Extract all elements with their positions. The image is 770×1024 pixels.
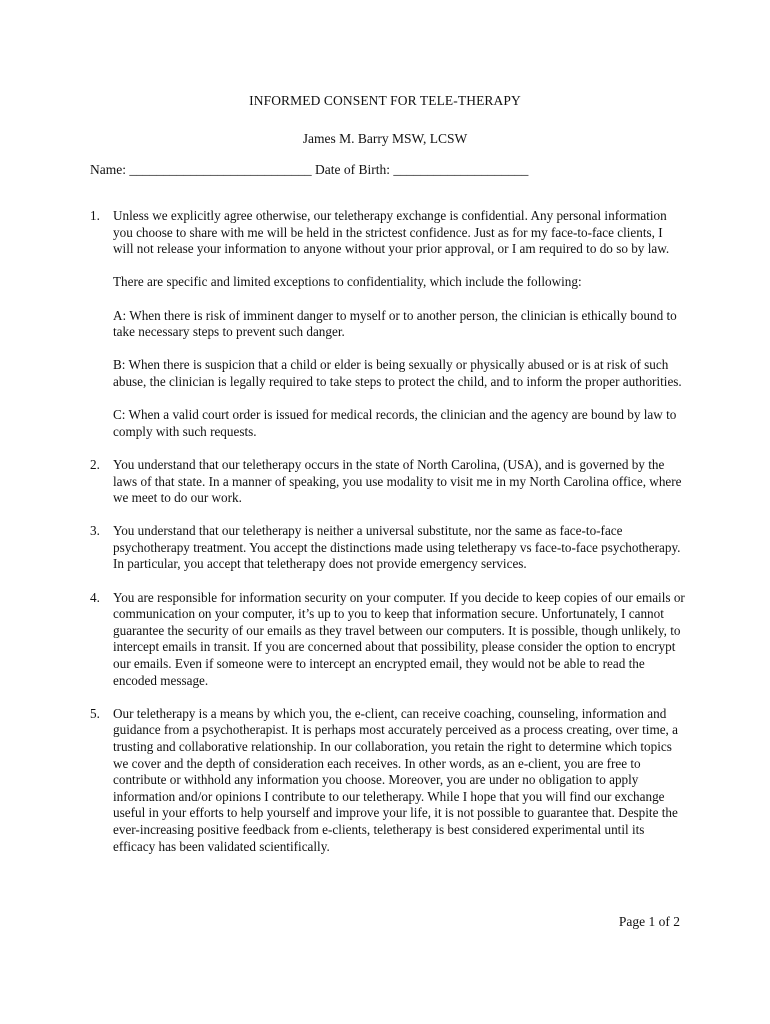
item-number: 1. (90, 208, 100, 223)
item-paragraph: B: When there is suspicion that a child or elder is being sexually or physically abused or is at risk of such abuse, the clinician is legally required to take steps to protect the child, and to inform the proper authorities. (113, 357, 682, 389)
item-paragraph: You understand that our teletherapy is neither a universal substitute, nor the same as face-to-face psychotherapy treatment. You accept the distinctions made using teletherapy vs face-to-face psychotherapy. In particular, you accept that teletherapy does not provide emergency services. (113, 523, 681, 572)
item-paragraph: A: When there is risk of imminent danger to myself or to another person, the clinician is ethically bound to take necessary steps to prevent such danger. (113, 307, 677, 340)
item-number: 2. (90, 456, 100, 472)
item-number: 4. (90, 589, 100, 605)
item-paragraph: You are responsible for information security on your computer. If you decide to keep copies of our emails or communication on your computer, it’s up to you to keep that information secure. Unfortunately, I cannot guarantee the security of our emails as they travel between our computers. It is possible, though unlikely, to intercept emails in transit. If you are concerned about that possibility, please consider the option to encrypt our emails. Even if someone were to intercept an encrypted email, they would not be able to read the encoded message. (113, 589, 685, 688)
item-number: 3. (90, 523, 100, 539)
client-info-line (90, 162, 690, 178)
page-number: Page 1 of 2 (618, 914, 680, 929)
item-number: 5. (90, 705, 100, 721)
item-paragraph: Unless we explicitly agree otherwise, our teletherapy exchange is confidential. Any personal information you choose to share with me will be held in the strictest confidence. Just as for my face-to-face clients, I will not release your information to anyone without your prior approval, or I am required to do so by law. (113, 208, 670, 257)
name-field: Name: ___________________________ (90, 162, 312, 177)
consent-item-3 (90, 523, 685, 573)
consent-item-2 (90, 457, 685, 507)
consent-item-1 (90, 208, 685, 440)
item-paragraph: C: When a valid court order is issued for medical records, the clinician and the agency are bound by law to comply with such requests. (113, 407, 677, 439)
author-line: James M. Barry MSW, LCSW (302, 131, 468, 146)
item-paragraph: There are specific and limited exceptions to confidentiality, which include the following: (113, 274, 582, 290)
document-title: INFORMED CONSENT FOR TELE-THERAPY (249, 93, 521, 108)
consent-item-4 (90, 590, 685, 690)
consent-items (90, 208, 685, 855)
item-paragraph: You understand that our teletherapy occurs in the state of North Carolina, (USA), and is governed by the laws of that state. In a manner of speaking, you use modality to visit me in my North Carolina office, where we meet to do our work. (113, 456, 682, 506)
date-of-birth-field: Date of Birth: ____________________ (315, 162, 529, 177)
item-paragraph: Our teletherapy is a means by which you, the e-client, can receive coaching, counseling, information and guidance from a psychotherapist. It is perhaps most accurately perceived as a process creating, over time, a trusting and collaborative relationship. In our collaboration, you retain the right to determine which topics we cover and the depth of consideration each receives. In other words, as an e-client, you are free to contribute or withhold any information you choose. Moreover, you are under no obligation to apply information and/or opinions I contribute to our teletherapy. While I hope that you will find our exchange useful in your efforts to help yourself and improve your life, it is not possible to guarantee that. Despite the ever-increasing positive feedback from e-clients, teletherapy is best considered experimental until its efficacy has been validated scientifically. (113, 705, 679, 854)
consent-item-5 (90, 706, 685, 855)
